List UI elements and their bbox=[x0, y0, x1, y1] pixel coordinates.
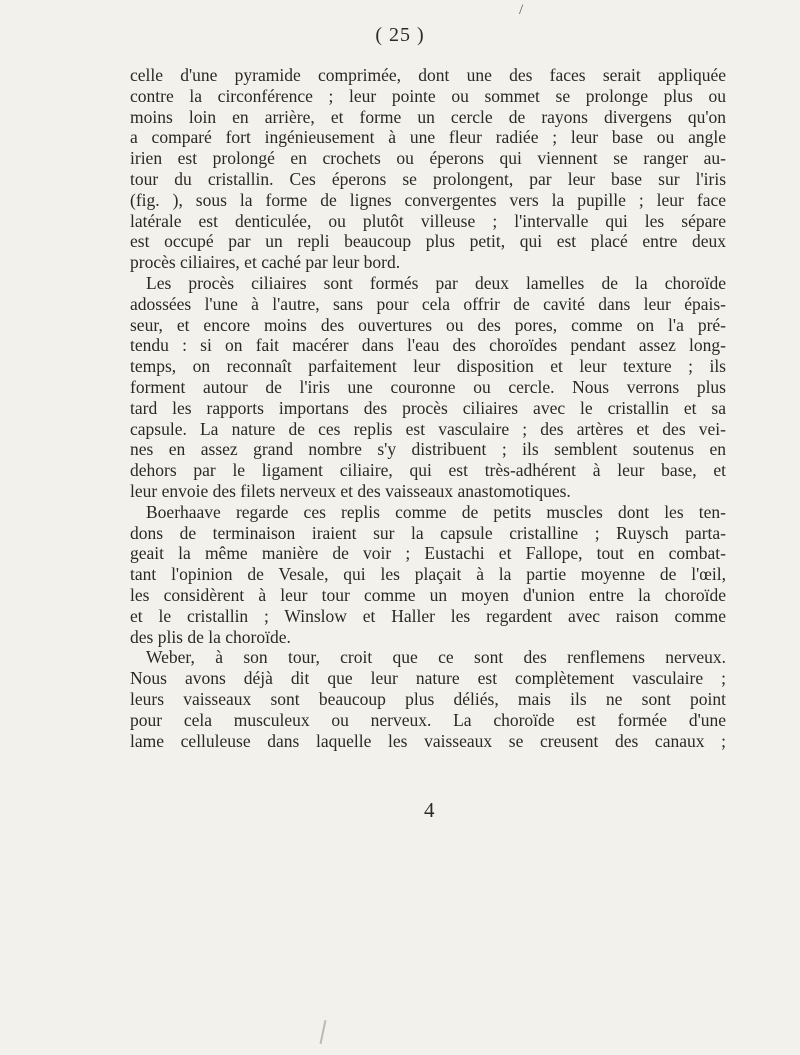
text-line: capsule. La nature de ces replis est vasculaire ; des artères et des vei- bbox=[130, 418, 726, 439]
text-line: tard les rapports importans des procès ciliaires avec le cristallin et sa bbox=[130, 397, 726, 418]
text-line: Les procès ciliaires sont formés par deux lamelles de la choroïde bbox=[146, 272, 726, 293]
text-line: (fig. ), sous la forme de lignes convergentes vers la pupille ; leur face bbox=[130, 189, 726, 210]
text-line: tant l'opinion de Vesale, qui les plaçait à la partie moyenne de l'œil, bbox=[130, 564, 726, 585]
signature-mark: 4 bbox=[424, 798, 435, 822]
text-line: a comparé fort ingénieusement à une fleur radiée ; leur base ou angle bbox=[130, 127, 726, 148]
text-line: Boerhaave regarde ces replis comme de petits muscles dont les ten- bbox=[146, 501, 726, 522]
text-line: leurs vaisseaux sont beaucoup plus déliés, mais ils ne sont point bbox=[130, 688, 726, 709]
top-mark: / bbox=[519, 2, 524, 18]
text-line: temps, on reconnaît parfaitement leur disposition et leur texture ; ils bbox=[130, 356, 726, 377]
text-line: les considèrent à leur tour comme un moyen d'union entre la choroïde bbox=[130, 584, 726, 605]
text-line: celle d'une pyramide comprimée, dont une des faces serait appliquée bbox=[130, 65, 726, 85]
text-line: est occupé par un repli beaucoup plus petit, qui est placé entre deux bbox=[130, 231, 726, 252]
text-line: des plis de la choroïde. bbox=[130, 626, 291, 647]
body-text bbox=[130, 65, 726, 751]
text-line: tour du cristallin. Ces éperons se prolongent, par leur base sur l'iris bbox=[130, 168, 726, 189]
text-line: Nous avons déjà dit que leur nature est complètement vasculaire ; bbox=[130, 668, 726, 689]
text-line: nes en assez grand nombre s'y distribuent ; ils semblent soutenus en bbox=[130, 439, 726, 460]
text-line: latérale est denticulée, ou plutôt villeuse ; l'intervalle qui les sépare bbox=[130, 210, 726, 231]
text-line: tendu : si on fait macérer dans l'eau des choroïdes pendant assez long- bbox=[130, 335, 726, 356]
text-line: leur envoie des filets nerveux et des vaisseaux anastomotiques. bbox=[130, 480, 571, 501]
text-line: contre la circonférence ; leur pointe ou sommet se prolonge plus ou bbox=[130, 85, 726, 106]
ink-smudge bbox=[320, 1020, 327, 1044]
text-line: adossées l'une à l'autre, sans pour cela offrir de cavité dans leur épais- bbox=[130, 293, 726, 314]
text-line: dons de terminaison iraient sur la capsule cristalline ; Ruysch parta- bbox=[130, 522, 726, 543]
text-line: et le cristallin ; Winslow et Haller les regardent avec raison comme bbox=[130, 605, 726, 626]
text-line: procès ciliaires, et caché par leur bord. bbox=[130, 252, 401, 273]
text-line: seur, et encore moins des ouvertures ou des pores, comme on l'a pré- bbox=[130, 314, 726, 335]
text-line: pour cela musculeux ou nerveux. La choroïde est formée d'une bbox=[130, 709, 726, 730]
text-line: moins loin en arrière, et forme un cercle de rayons divergens qu'on bbox=[130, 106, 726, 127]
text-line: Weber, à son tour, croit que ce sont des renflemens nerveux. bbox=[146, 647, 726, 668]
text-line: irien est prolongé en crochets ou éperons qui viennent se ranger au- bbox=[130, 148, 726, 169]
text-line: dehors par le ligament ciliaire, qui est très-adhérent à leur base, et bbox=[130, 460, 726, 481]
page-number-header: ( 25 ) bbox=[375, 24, 425, 46]
text-line: forment autour de l'iris une couronne ou cercle. Nous verrons plus bbox=[130, 376, 726, 397]
text-line: geait la même manière de voir ; Eustachi et Fallope, tout en combat- bbox=[130, 543, 726, 564]
text-line: lame celluleuse dans laquelle les vaisseaux se creusent des canaux ; bbox=[130, 730, 726, 751]
